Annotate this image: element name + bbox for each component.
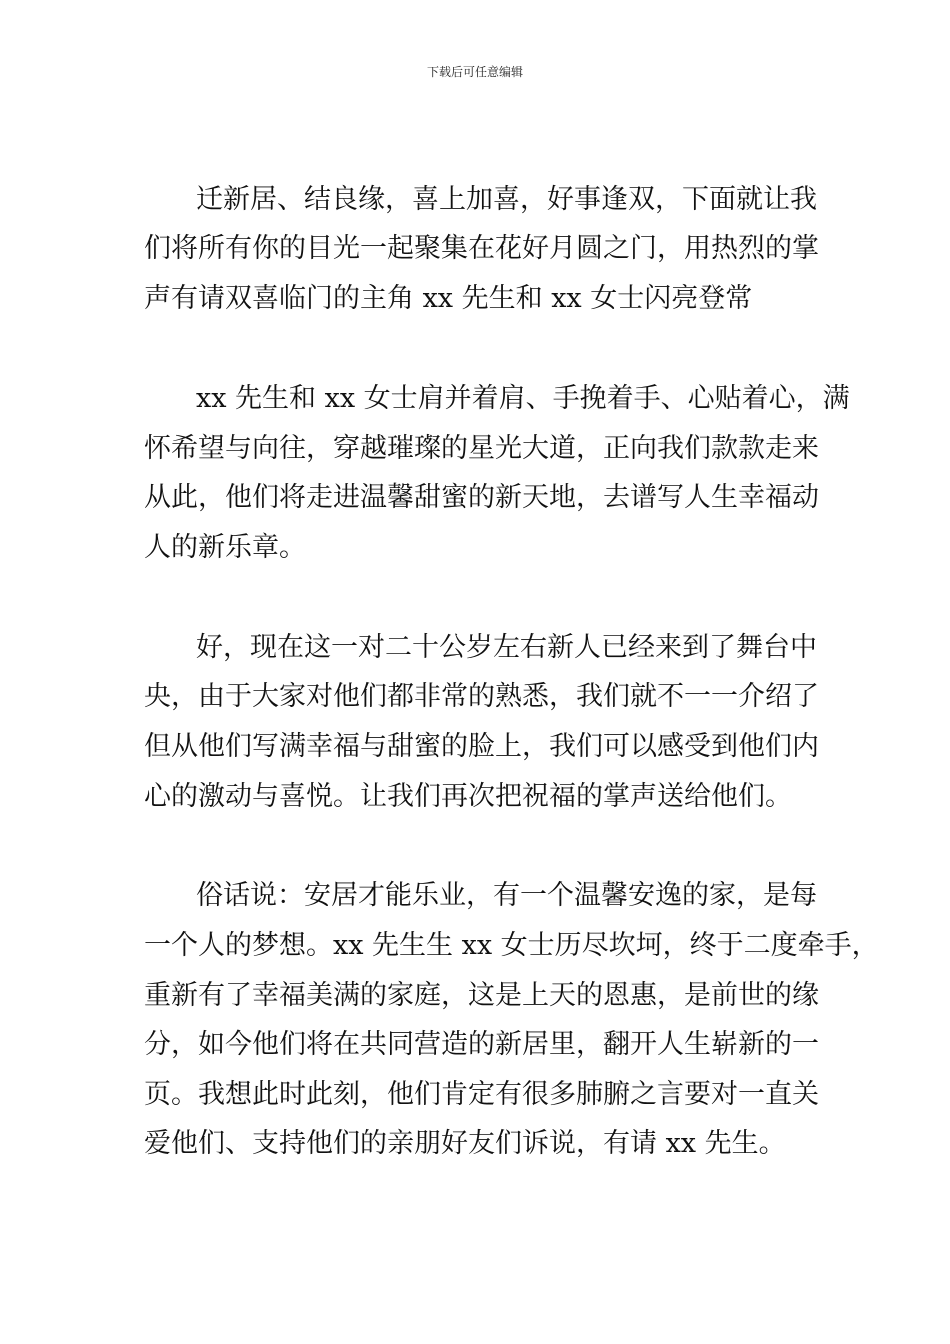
paragraph-3-line-2: 央，由于大家对他们都非常的熟悉，我们就不一一介绍了 xyxy=(144,681,819,712)
paragraph-1-line-3: 声有请双喜临门的主角 xx 先生和 xx 女士闪亮登常 xyxy=(144,283,753,314)
paragraph-3-line-1: 好，现在这一对二十公岁左右新人已经来到了舞台中 xyxy=(196,632,817,663)
paragraph-2-line-4: 人的新乐章。 xyxy=(144,532,306,563)
paragraph-3-line-4: 心的激动与喜悦。让我们再次把祝福的掌声送给他们。 xyxy=(144,781,792,812)
paragraph-2-line-2: 怀希望与向往，穿越璀璨的星光大道，正向我们款款走来 xyxy=(144,433,819,464)
paragraph-2-line-1: xx 先生和 xx 女士肩并着肩、手挽着手、心贴着心，满 xyxy=(196,383,850,414)
paragraph-3-line-3: 但从他们写满幸福与甜蜜的脸上，我们可以感受到他们内 xyxy=(144,731,819,762)
paragraph-4-line-3: 重新有了幸福美满的家庭，这是上天的恩惠，是前世的缘 xyxy=(144,980,819,1011)
paragraph-4-line-2: 一个人的梦想。xx 先生生 xx 女士历尽坎坷，终于二度牵手， xyxy=(144,930,879,961)
paragraph-4-line-5: 页。我想此时此刻，他们肯定有很多肺腑之言要对一直关 xyxy=(144,1079,819,1110)
paragraph-2-line-3: 从此，他们将走进温馨甜蜜的新天地，去谱写人生幸福动 xyxy=(144,482,819,513)
paragraph-4-line-6: 爱他们、支持他们的亲朋好友们诉说，有请 xx 先生。 xyxy=(144,1128,786,1159)
paragraph-4-line-1: 俗话说：安居才能乐业，有一个温馨安逸的家，是每 xyxy=(196,880,817,911)
paragraph-4-line-4: 分，如今他们将在共同营造的新居里，翻开人生崭新的一 xyxy=(144,1029,819,1060)
paragraph-1-line-2: 们将所有你的目光一起聚集在花好月圆之门，用热烈的掌 xyxy=(144,233,819,264)
paragraph-1-line-1: 迁新居、结良缘，喜上加喜，好事逢双，下面就让我 xyxy=(196,184,817,215)
page-header: 下载后可任意编辑 xyxy=(426,65,523,79)
